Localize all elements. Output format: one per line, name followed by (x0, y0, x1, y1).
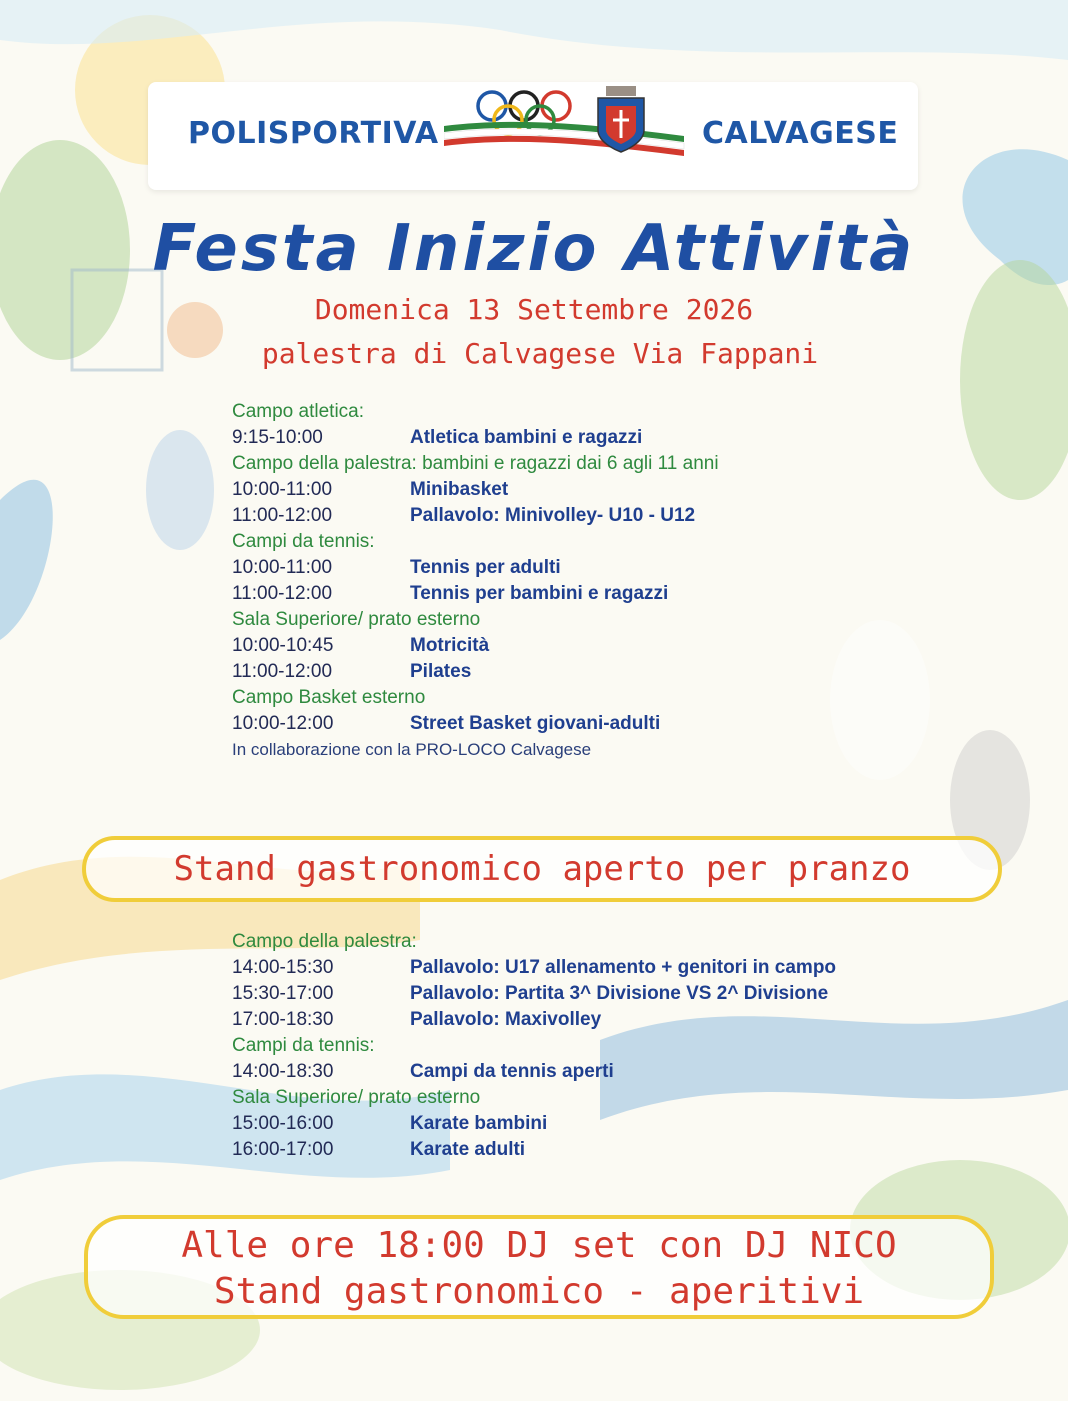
time-slot: 10:00-12:00 (232, 713, 334, 734)
time-slot: 10:00-11:00 (232, 479, 333, 500)
section-title: Sala Superiore/ prato esterno (232, 1087, 481, 1108)
time-slot: 10:00-10:45 (232, 635, 334, 656)
section-title: Campo atletica: (232, 401, 365, 422)
time-slot: 16:00-17:00 (232, 1139, 334, 1160)
activity: Karate adulti (410, 1139, 526, 1160)
schedule-row (232, 581, 992, 607)
org-name-right: CALVAGESE (702, 116, 899, 151)
activity: Pallavolo: Maxivolley (410, 1009, 602, 1030)
activity: Pallavolo: Minivolley- U10 - U12 (410, 505, 696, 526)
header-box (148, 82, 918, 190)
schedule-row (232, 1059, 992, 1085)
schedule-row (232, 555, 992, 581)
schedule-section (232, 607, 992, 685)
page-title: Festa Inizio Attività (152, 212, 916, 286)
section-title: Campo della palestra: bambini e ragazzi dai 6 agli 11 anni (232, 453, 719, 474)
activity: Atletica bambini e ragazzi (410, 427, 643, 448)
activity: Pallavolo: Partita 3^ Divisione VS 2^ Divisione (410, 983, 829, 1004)
schedule-row (232, 425, 992, 451)
schedule-row (232, 1007, 992, 1033)
evening-banner-line2: Stand gastronomico - aperitivi (213, 1271, 865, 1312)
schedule-row (232, 955, 992, 981)
schedule-row (232, 503, 992, 529)
schedule-row (232, 477, 992, 503)
italian-flag-ribbon-icon (444, 122, 684, 156)
time-slot: 9:15-10:00 (232, 427, 323, 448)
time-slot: 11:00-12:00 (232, 505, 333, 526)
schedule-row (232, 1137, 992, 1163)
morning-schedule (232, 399, 992, 763)
activity: Tennis per bambini e ragazzi (410, 583, 669, 604)
evening-banner-line1: Alle ore 18:00 DJ set con DJ NICO (181, 1225, 897, 1266)
activity: Pilates (410, 661, 472, 682)
event-date: Domenica 13 Settembre 2026 (314, 293, 754, 326)
schedule-section (232, 529, 992, 607)
time-slot: 10:00-11:00 (232, 557, 333, 578)
schedule-row (232, 633, 992, 659)
schedule-row (232, 1111, 992, 1137)
section-title: Campi da tennis: (232, 531, 375, 552)
schedule-section (232, 1085, 992, 1163)
activity: Minibasket (410, 479, 509, 500)
evening-banner (84, 1215, 994, 1319)
schedule-row (232, 711, 992, 737)
time-slot: 14:00-15:30 (232, 957, 334, 978)
schedule-section (232, 451, 992, 529)
schedule-section (232, 929, 992, 1033)
time-slot: 14:00-18:30 (232, 1061, 334, 1082)
activity: Motricità (410, 635, 490, 656)
schedule-row (232, 981, 992, 1007)
activity: Tennis per adulti (410, 557, 561, 578)
afternoon-schedule (232, 929, 992, 1163)
schedule-section (232, 1033, 992, 1085)
activity: Campi da tennis aperti (410, 1061, 614, 1082)
section-title: Campi da tennis: (232, 1035, 375, 1056)
time-slot: 11:00-12:00 (232, 661, 333, 682)
section-title: Campo della palestra: (232, 931, 417, 952)
schedule-row (232, 659, 992, 685)
time-slot: 17:00-18:30 (232, 1009, 334, 1030)
town-coat-of-arms-icon (598, 86, 644, 152)
collaboration-note: In collaborazione con la PRO-LOCO Calvagese (232, 740, 592, 759)
activity: Street Basket giovani-adulti (410, 713, 661, 734)
logo (444, 86, 696, 188)
section-title: Sala Superiore/ prato esterno (232, 609, 481, 630)
time-slot: 15:00-16:00 (232, 1113, 334, 1134)
event-venue: palestra di Calvagese Via Fappani (261, 337, 819, 370)
schedule-section (232, 685, 992, 763)
time-slot: 11:00-12:00 (232, 583, 333, 604)
lunch-banner: Stand gastronomico aperto per pranzo (82, 836, 1002, 902)
activity: Pallavolo: U17 allenamento + genitori in campo (410, 957, 837, 978)
schedule-section (232, 399, 992, 451)
org-name-left: POLISPORTIVA (188, 116, 439, 151)
activity: Karate bambini (410, 1113, 548, 1134)
time-slot: 15:30-17:00 (232, 983, 334, 1004)
section-title: Campo Basket esterno (232, 687, 426, 708)
